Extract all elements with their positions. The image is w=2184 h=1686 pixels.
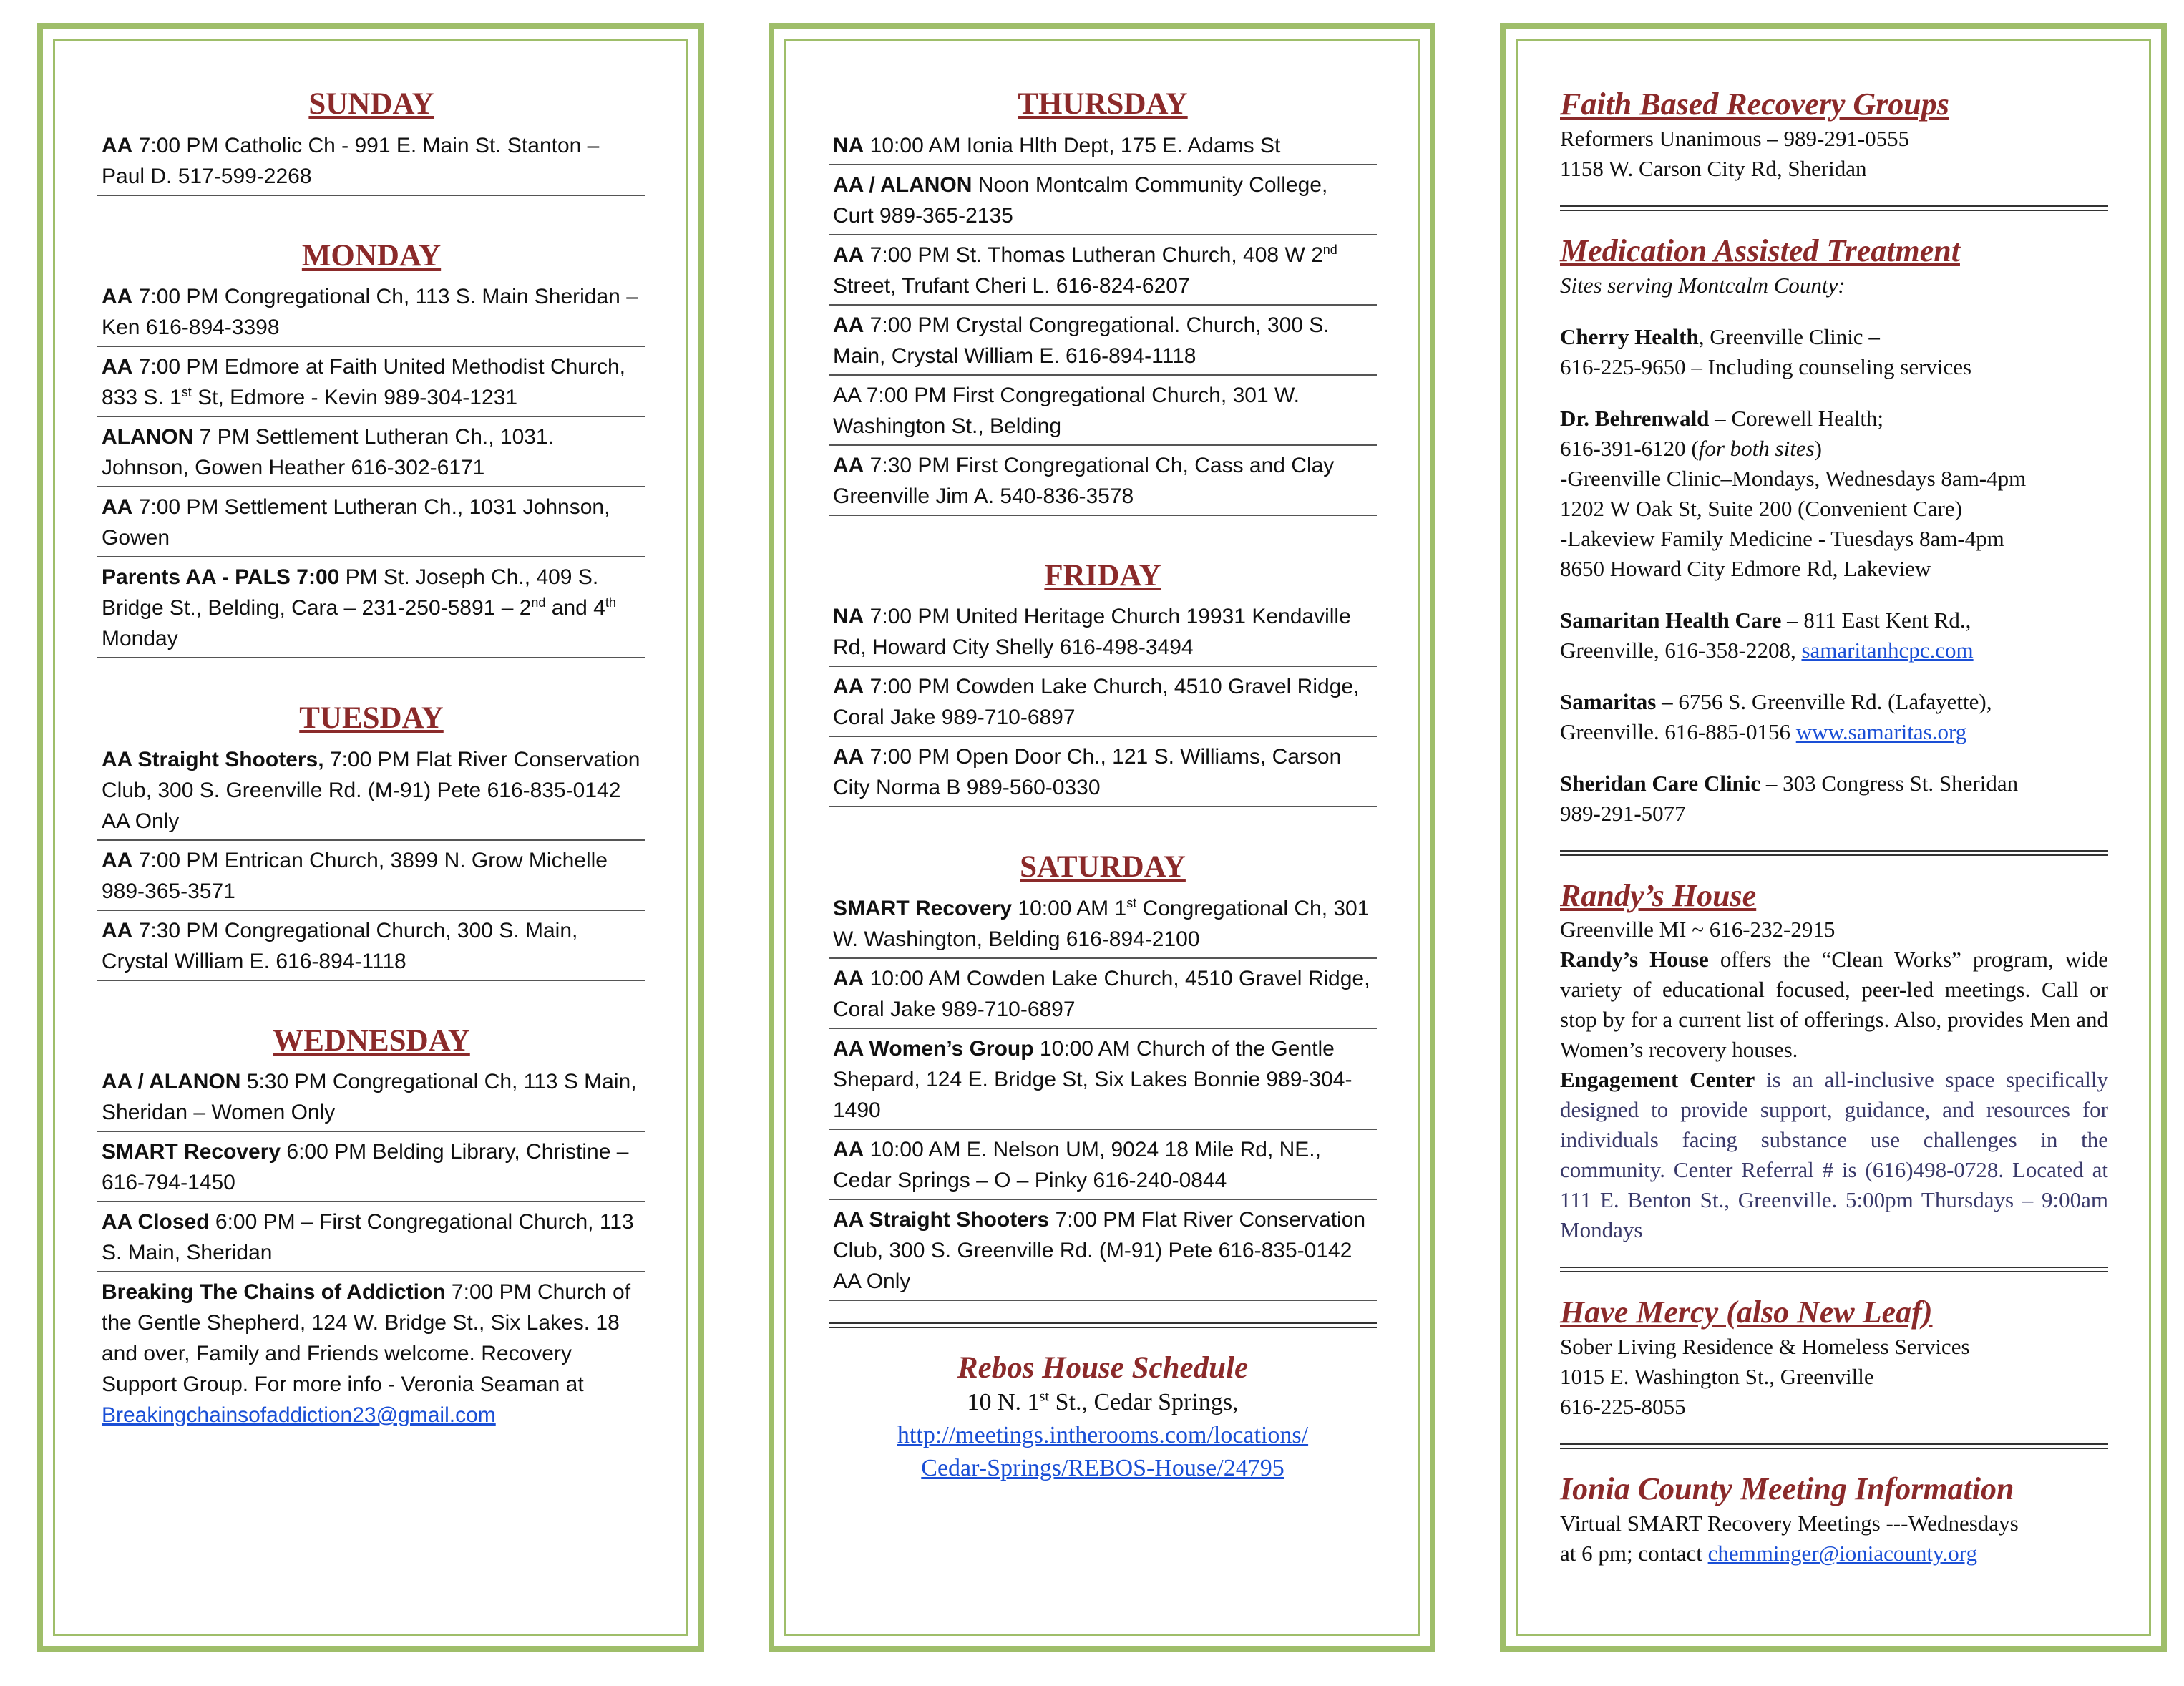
meeting-entry: NA 10:00 AM Ionia Hlth Dept, 175 E. Adams St [829, 130, 1377, 165]
divider [1560, 850, 2108, 856]
meeting-entry: AA / ALANON Noon Montcalm Community College, Curt 989-365-2135 [829, 170, 1377, 235]
mat-section: Medication Assisted Treatment Sites serving Montcalm County: Cherry Health, Greenville Clinic – 616-225-9650 – Including counseling services Dr. Behrenwald – Corewell Health; 616-391-6120 (for both sites) -Greenville Clinic–Mondays, Wednesdays 8am-4pm 1202 W Oak St, Suite 200 (Convenient Care) -Lakeview Family Medicine - Tuesdays 8am-4pm 8650 Howard City Edmore Rd, Lakeview Samaritan Health Care – 811 East Kent Rd., Greenville, 616-358-2208, samaritanhcpc.com Samaritas – 6756 S. Greenville Rd. (Lafayette), Greenville. 616-885-0156 www.samaritas.org Sheridan Care Clinic – 303 Congress St. Sheridan 989-291-5077 [1560, 233, 2108, 829]
meeting-entry: AA 7:00 PM Crystal Congregational. Church, 300 S. Main, Crystal William E. 616-894-1118 [829, 310, 1377, 376]
column-middle [829, 86, 1377, 1485]
samaritas-link[interactable]: www.samaritas.org [1795, 718, 1967, 744]
rebos-link[interactable]: http://meetings.intherooms.com/locations/ [897, 1422, 1309, 1449]
meeting-entry: AA 7:00 PM Open Door Ch., 121 S. Williams, Carson City Norma B 989-560-0330 [829, 741, 1377, 807]
tuesday-heading: TUESDAY [299, 701, 444, 736]
randy-section: Randy’s House Greenville MI ~ 616-232-2915 Randy’s House offers the “Clean Works” program, wide variety of educational focused, peer-led meetings. Call or stop by for a current list of offerings. Also, provides Men and Women’s recovery houses. Engagement Center is an all-inclusive space specifically designed to provide support, guidance, and resources for individuals facing substance use challenges in the community. Center Referral # is (616)498-0728. Located at 111 E. Benton St., Greenville. 5:00pm Thursdays – 9:00am Mondays [1560, 877, 2108, 1243]
ionia-email-link[interactable]: chemminger@ioniacounty.org [1707, 1540, 1977, 1566]
randy-heading: Randy’s House [1560, 877, 1757, 913]
meeting-entry: AA Straight Shooters 7:00 PM Flat River Conservation Club, 300 S. Greenville Rd. (M-91) Pete 616-835-0142 AA Only [829, 1204, 1377, 1301]
meeting-entry: AA 7:00 PM Catholic Ch - 991 E. Main St. Stanton – Paul D. 517-599-2268 [97, 130, 645, 196]
meeting-entry: AA 7:00 PM First Congregational Church, 301 W. Washington St., Belding [829, 380, 1377, 446]
saturday-heading: SATURDAY [1020, 850, 1186, 885]
meeting-entry: NA 7:00 PM United Heritage Church 19931 Kendaville Rd, Howard City Shelly 616-498-3494 [829, 601, 1377, 667]
column-left [97, 86, 645, 1438]
meeting-entry: SMART Recovery 6:00 PM Belding Library, Christine – 616-794-1450 [97, 1136, 645, 1202]
meeting-entry: AA Straight Shooters, 7:00 PM Flat River Conservation Club, 300 S. Greenville Rd. (M-91) Pete 616-835-0142 AA Only [97, 744, 645, 841]
rebos-address: 10 N. 1st St., Cedar Springs, [967, 1389, 1239, 1416]
monday-heading: MONDAY [301, 238, 442, 273]
meeting-entry: AA 7:30 PM Congregational Church, 300 S. Main, Crystal William E. 616-894-1118 [97, 915, 645, 981]
meeting-entry: AA 7:00 PM Edmore at Faith United Methodist Church, 833 S. 1st St, Edmore - Kevin 989-304-1231 [97, 351, 645, 417]
mercy-section: Have Mercy (also New Leaf) Sober Living Residence & Homeless Services 1015 E. Washington St., Greenville 616-225-8055 [1560, 1294, 2108, 1422]
sunday-heading: SUNDAY [308, 87, 434, 121]
ionia-heading: Ionia County Meeting Information [1560, 1471, 2014, 1507]
meeting-entry: AA Closed 6:00 PM – First Congregational Church, 113 S. Main, Sheridan [97, 1207, 645, 1272]
thursday-heading: THURSDAY [1018, 87, 1188, 121]
faith-heading: Faith Based Recovery Groups [1560, 87, 1949, 122]
divider [1560, 205, 2108, 211]
meeting-entry: AA 7:30 PM First Congregational Ch, Cass and Clay Greenville Jim A. 540-836-3578 [829, 450, 1377, 516]
divider [1560, 1443, 2108, 1449]
meeting-entry: AA 10:00 AM E. Nelson UM, 9024 18 Mile Rd, NE., Cedar Springs – O – Pinky 616-240-0844 [829, 1134, 1377, 1200]
meeting-entry: AA 7:00 PM Congregational Ch, 113 S. Main Sheridan – Ken 616-894-3398 [97, 281, 645, 347]
meeting-entry: AA 7:00 PM St. Thomas Lutheran Church, 408 W 2nd Street, Trufant Cheri L. 616-824-6207 [829, 240, 1377, 306]
samaritan-link[interactable]: samaritanhcpc.com [1801, 637, 1974, 663]
meeting-entry: AA 10:00 AM Cowden Lake Church, 4510 Gravel Ridge, Coral Jake 989-710-6897 [829, 963, 1377, 1029]
wednesday-heading: WEDNESDAY [273, 1023, 470, 1058]
meeting-entry: AA 7:00 PM Settlement Lutheran Ch., 1031 Johnson, Gowen [97, 492, 645, 557]
ionia-section: Ionia County Meeting Information Virtual SMART Recovery Meetings ---Wednesdays at 6 pm; contact chemminger@ioniacounty.org [1560, 1471, 2108, 1569]
meeting-entry: AA 7:00 PM Cowden Lake Church, 4510 Gravel Ridge, Coral Jake 989-710-6897 [829, 671, 1377, 737]
column-right [1560, 86, 2108, 1569]
email-link[interactable]: Breakingchainsofaddiction23@gmail.com [102, 1403, 496, 1428]
meeting-entry: AA / ALANON 5:30 PM Congregational Ch, 113 S Main, Sheridan – Women Only [97, 1066, 645, 1132]
meeting-entry: Parents AA - PALS 7:00 PM St. Joseph Ch., 409 S. Bridge St., Belding, Cara – 231-250-5891 – 2nd and 4th Monday [97, 562, 645, 658]
meeting-entry: Breaking The Chains of Addiction 7:00 PM Church of the Gentle Shepherd, 124 W. Bridge St., Six Lakes. 18 and over, Family and Friends welcome. Recovery Support Group. For more info - Veronia Seaman at Breakingchainsofaddiction23@gmail.com [102, 1280, 631, 1428]
friday-heading: FRIDAY [1044, 558, 1161, 593]
meeting-entry: ALANON 7 PM Settlement Lutheran Ch., 1031. Johnson, Gowen Heather 616-302-6171 [97, 422, 645, 487]
rebos-link-continued[interactable]: Cedar-Springs/REBOS-House/24795 [921, 1455, 1284, 1482]
meeting-entry: SMART Recovery 10:00 AM 1st Congregational Ch, 301 W. Washington, Belding 616-894-2100 [829, 893, 1377, 959]
divider [1560, 1267, 2108, 1272]
faith-section: Faith Based Recovery Groups Reformers Unanimous – 989-291-0555 1158 W. Carson City Rd, Sheridan [1560, 86, 2108, 184]
mercy-heading: Have Mercy (also New Leaf) [1560, 1295, 1933, 1330]
rebos-heading: Rebos House Schedule [957, 1350, 1249, 1385]
meeting-entry: AA Women’s Group 10:00 AM Church of the Gentle Shepard, 124 E. Bridge St, Six Lakes Bonnie 989-304-1490 [829, 1033, 1377, 1130]
divider [829, 1322, 1377, 1328]
meeting-entry: AA 7:00 PM Entrican Church, 3899 N. Grow Michelle 989-365-3571 [97, 845, 645, 911]
mat-heading: Medication Assisted Treatment [1560, 233, 1960, 268]
